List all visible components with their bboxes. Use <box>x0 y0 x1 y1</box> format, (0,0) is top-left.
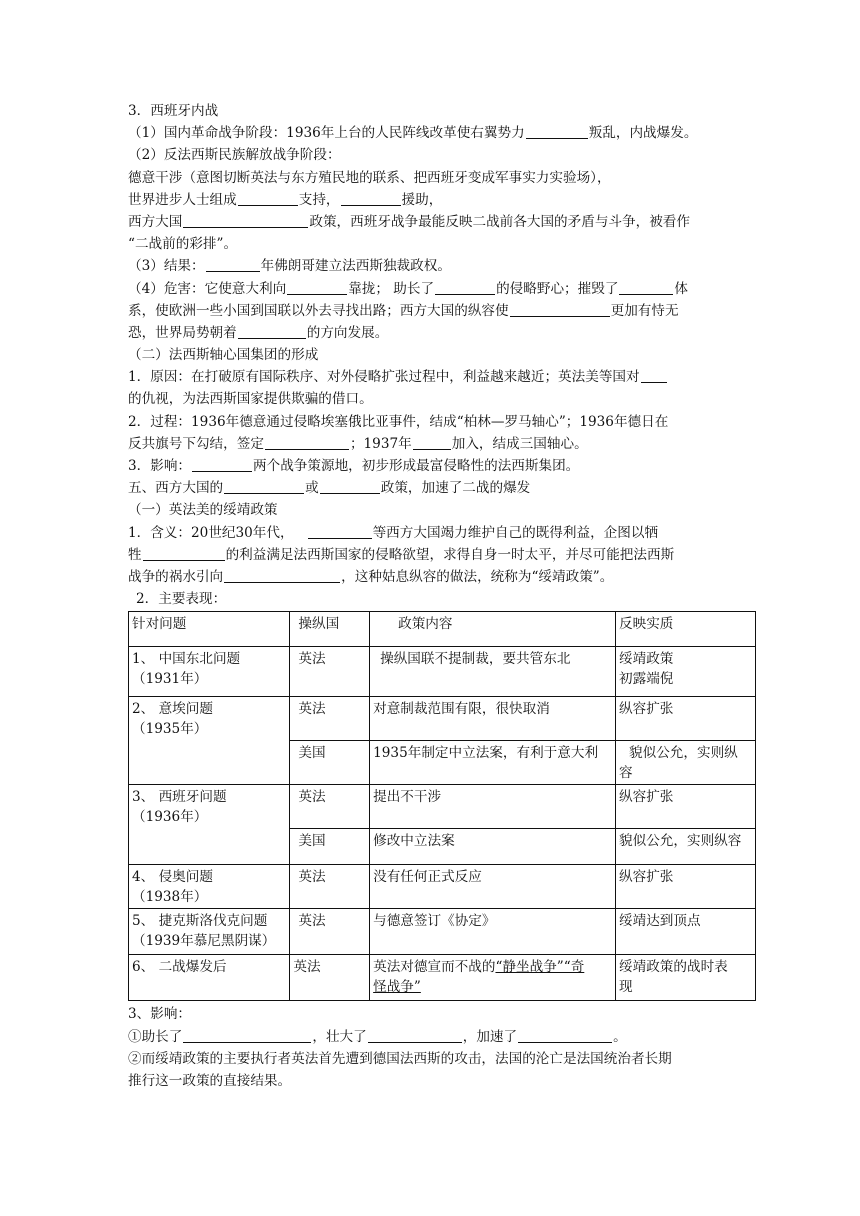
section-heading: 3．西班牙内战 <box>128 103 219 119</box>
country-cell: 美国 <box>290 829 370 865</box>
text-line: 恐，世界局势朝着 的方向发展。 <box>128 324 389 341</box>
blank <box>641 368 667 383</box>
country-cell: 英法 <box>290 955 370 1001</box>
country-cell: 英法 <box>290 909 370 955</box>
country-cell: 英法 <box>290 647 370 697</box>
country-cell: 英法 <box>290 865 370 909</box>
text-line: 1．含义：20世纪30年代， 等西方大国竭力维护自己的既得利益，企图以牺 <box>128 524 659 541</box>
text-line: （4）危害：它使意大利向 靠拢； 助长了 的侵略野心；摧毁了 体 <box>128 280 689 297</box>
blank <box>224 479 304 494</box>
issue-cell: 4、 侵奥问题 （1938年） <box>129 865 290 909</box>
issue-cell: 2、 意埃问题 （1935年） <box>129 697 290 785</box>
text-line: 德意干涉（意图切断英法与东方殖民地的联系、把西班牙变成军事实力实验场）， <box>128 169 611 186</box>
table-row <box>129 785 756 829</box>
section-heading: 五、西方大国的 或 政策，加速了二战的爆发 <box>128 480 531 497</box>
essence-cell: 貌似公允，实则纵容 <box>616 829 756 865</box>
header-cell: 操纵国 <box>290 612 370 647</box>
essence-cell: 纵容扩张 <box>616 865 756 909</box>
text-line: 牲 的利益满足法西斯国家的侵略欲望，求得自身一时太平，并尽可能把法西斯 <box>128 546 675 563</box>
text-line: 的仇视，为法西斯国家提供欺骗的借口。 <box>128 391 373 408</box>
blank <box>265 435 349 450</box>
blank <box>238 324 306 339</box>
text-line: （2）反法西斯民族解放战争阶段： <box>128 147 341 164</box>
blank <box>320 479 380 494</box>
blank <box>368 1028 462 1043</box>
text-line: 西方大国 政策，西班牙战争最能反映二战前各大国的矛盾与斗争，被看作 <box>128 213 690 230</box>
blank <box>206 257 260 272</box>
essence-cell: 貌似公允，实则纵 容 <box>616 741 756 785</box>
text-line: （3）结果： 年佛朗哥建立法西斯独裁政权。 <box>128 258 451 275</box>
policy-cell: 提出不干涉 <box>370 785 616 829</box>
blank <box>287 280 347 295</box>
blank <box>413 435 451 450</box>
blank <box>510 302 610 317</box>
policy-cell: 与德意签订《协定》 <box>370 909 616 955</box>
section-heading: （一）英法美的绥靖政策 <box>128 502 278 519</box>
text-line: “二战前的彩排”。 <box>128 236 238 253</box>
section-heading: （二）法西斯轴心国集团的形成 <box>128 347 319 364</box>
blank <box>526 124 588 139</box>
essence-cell: 绥靖政策 初露端倪 <box>616 647 756 697</box>
table-row <box>129 697 756 741</box>
blank <box>619 280 673 295</box>
country-cell: 英法 <box>290 785 370 829</box>
table-row <box>129 647 756 697</box>
blank <box>308 524 372 539</box>
blank <box>192 457 252 472</box>
table-header-row <box>129 612 756 647</box>
blank <box>183 1028 311 1043</box>
essence-cell: 纵容扩张 <box>616 785 756 829</box>
text-line: 2．主要表现： <box>136 591 227 608</box>
policy-table <box>128 611 756 1001</box>
policy-cell: 1935年制定中立法案，有利于意大利 <box>370 741 616 785</box>
blank <box>341 191 401 206</box>
policy-cell: 没有任何正式反应 <box>370 865 616 909</box>
blank <box>238 191 298 206</box>
blank <box>183 213 308 228</box>
text-line: 1．原因：在打破原有国际秩序、对外侵略扩张过程中，利益越来越近；英法美等国对 <box>128 366 758 388</box>
text-line: ①助长了 ，壮大了 ，加速了 。 <box>128 1028 627 1045</box>
table-row <box>129 955 756 1001</box>
essence-cell: 绥靖政策的战时表 现 <box>616 955 756 1001</box>
text-line: 3．影响： 两个战争策源地，初步形成最富侵略性的法西斯集团。 <box>128 458 580 474</box>
text-line: 系，使欧洲一些小国到国联以外去寻找出路；西方大国的纵容使 更加有恃无 <box>128 302 679 319</box>
issue-cell: 3、 西班牙问题 （1936年） <box>129 785 290 865</box>
blank <box>143 546 225 561</box>
header-cell: 反映实质 <box>616 612 756 647</box>
text-line: 世界进步人士组成 支持， 援助， <box>128 191 443 208</box>
header-cell: 针对问题 <box>129 612 290 647</box>
essence-cell: 绥靖达到顶点 <box>616 909 756 955</box>
country-cell: 英法 <box>290 697 370 741</box>
section-heading: 3、影响： <box>128 1006 192 1023</box>
issue-cell: 6、 二战爆发后 <box>129 955 290 1001</box>
essence-cell: 纵容扩张 <box>616 697 756 741</box>
header-cell: 政策内容 <box>370 612 616 647</box>
blank <box>224 568 340 583</box>
policy-cell: 操纵国联不提制裁，要共管东北 <box>370 647 616 697</box>
table-row <box>129 909 756 955</box>
blank <box>518 1028 612 1043</box>
text-line: 2．过程：1936年德意通过侵略埃塞俄比亚事件，结成“柏林—罗马轴心”；1936年德日在 <box>128 413 669 430</box>
issue-cell: 5、 捷克斯洛伐克问题 （1939年慕尼黑阴谋） <box>129 909 290 955</box>
text-line: （1）国内革命战争阶段：1936年上台的人民阵线改革使右翼势力 叛乱，内战爆发。 <box>128 125 698 142</box>
policy-cell: 修改中立法案 <box>370 829 616 865</box>
text-line: 推行这一政策的直接结果。 <box>128 1072 292 1089</box>
policy-cell: 英法对德宣而不战的“静坐战争”“奇 怪战争” <box>370 955 616 1001</box>
document-page <box>128 100 758 1092</box>
country-cell: 美国 <box>290 741 370 785</box>
table-row <box>129 865 756 909</box>
policy-cell: 对意制裁范围有限，很快取消 <box>370 697 616 741</box>
text-line: 反共旗号下勾结，签定 ；1937年 加入，结成三国轴心。 <box>128 435 588 452</box>
blank <box>435 280 495 295</box>
text-line: 战争的祸水引向 ，这种姑息纵容的做法，统称为“绥靖政策”。 <box>128 568 614 585</box>
text-line: ②而绥靖政策的主要执行者英法首先遭到德国法西斯的攻击，法国的沦亡是法国统治者长期 <box>128 1050 672 1067</box>
issue-cell: 1、 中国东北问题 （1931年） <box>129 647 290 697</box>
